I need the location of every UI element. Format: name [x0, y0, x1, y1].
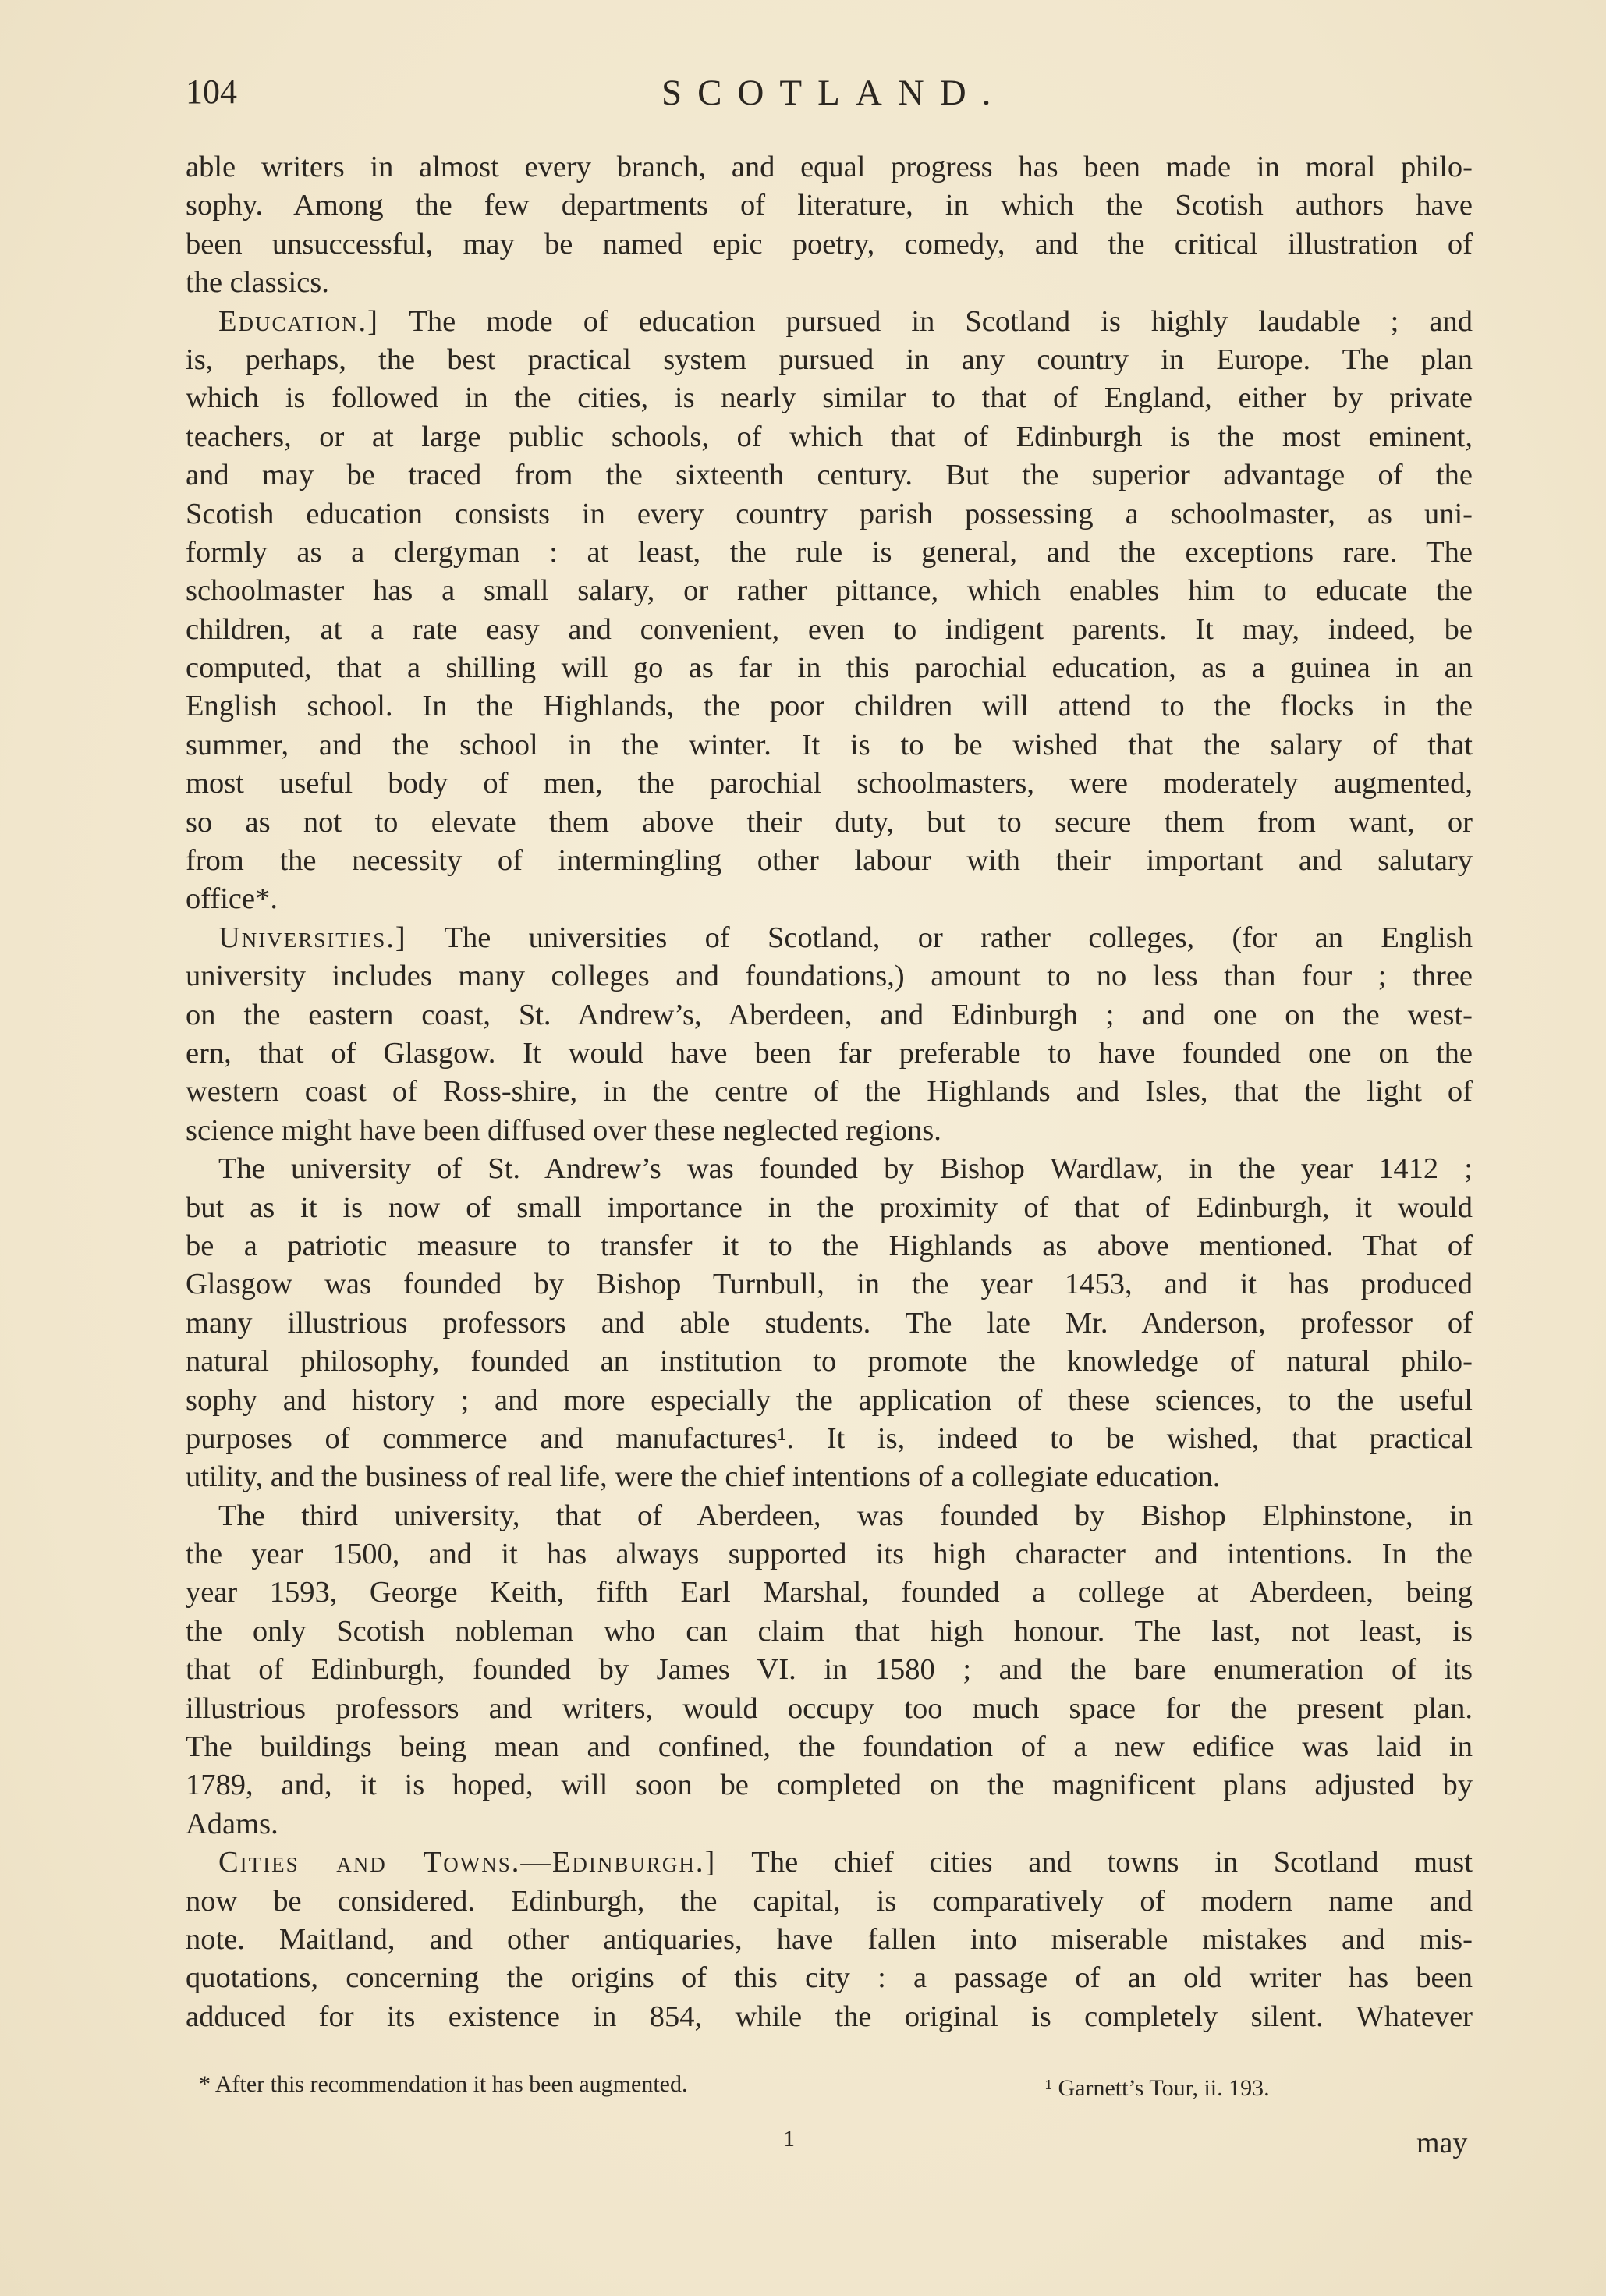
- text-span: note. Maitland, and other antiquaries, have fallen into miserable mistakes and mis-: [186, 1922, 1473, 1956]
- text-line: [186, 919, 1473, 957]
- text-line: [186, 1150, 1473, 1188]
- text-span: the only Scotish nobleman who can claim that high honour. The last, not least, is: [186, 1614, 1473, 1648]
- text-span: The university of St. Andrew’s was founded by Bishop Wardlaw, in the year 1412 ;: [218, 1152, 1473, 1186]
- text-span: Adams.: [186, 1807, 278, 1840]
- text-span: schoolmaster has a small salary, or rather pittance, which enables him to educate the: [186, 574, 1473, 608]
- text-span: adduced for its existence in 854, while the original is completely silent. Whatever: [186, 2000, 1473, 2033]
- text-span: The third university, that of Aberdeen, was founded by Bishop Elphinstone, in: [218, 1499, 1473, 1532]
- text-span: ern, that of Glasgow. It would have been far preferable to have founded one on the: [186, 1036, 1473, 1070]
- text-line: [186, 148, 1473, 186]
- text-span: be a patriotic measure to transfer it to the Highlands as above mentioned. That of: [186, 1229, 1473, 1262]
- text-span: but as it is now of small importance in the proximity of that of Edinburgh, it would: [186, 1191, 1473, 1224]
- text-span: able writers in almost every branch, and equal progress has been made in moral philo-: [186, 151, 1473, 183]
- body-text: [186, 148, 1473, 2036]
- text-line: [186, 1651, 1473, 1689]
- text-span: western coast of Ross-shire, in the centre of the Highlands and Isles, that the light of: [186, 1075, 1473, 1109]
- page-number: 104: [186, 73, 237, 111]
- text-span: summer, and the school in the winter. It is to be wished that the salary of that: [186, 728, 1473, 761]
- catchword: may: [1416, 2127, 1468, 2159]
- text-line: [186, 1883, 1473, 1921]
- text-span: Glasgow was founded by Bishop Turnbull, in the year 1453, and it has produced: [186, 1268, 1473, 1301]
- text-line: [186, 726, 1473, 765]
- page-title: SCOTLAND.: [661, 73, 1007, 113]
- text-span: the classics.: [186, 266, 329, 300]
- text-line: [186, 456, 1473, 495]
- text-line: [186, 1420, 1473, 1458]
- text-line: [186, 842, 1473, 880]
- text-span: and may be traced from the sixteenth century. But the superior advantage of the: [186, 459, 1473, 492]
- text-line: [186, 1998, 1473, 2036]
- text-line: [186, 186, 1473, 225]
- text-span: science might have been diffused over these neglected regions.: [186, 1113, 941, 1147]
- text-line: [186, 1921, 1473, 1959]
- running-head: [186, 72, 1489, 119]
- text-line: [186, 534, 1473, 572]
- text-line: [186, 1265, 1473, 1304]
- text-line: [186, 418, 1473, 456]
- text-span: The universities of Scotland, or rather colleges, (for an English: [406, 921, 1473, 954]
- text-span: many illustrious professors and able students. The late Mr. Anderson, professor of: [186, 1306, 1473, 1340]
- text-span: children, at a rate easy and convenient, even to indigent parents. It may, indeed, be: [186, 612, 1473, 646]
- text-line: [186, 379, 1473, 417]
- text-span: the year 1500, and it has always supported its high character and intentions. In the: [186, 1538, 1473, 1571]
- text-span: utility, and the business of real life, were the chief intentions of a collegiate education.: [186, 1460, 1221, 1494]
- text-span: on the eastern coast, St. Andrew’s, Aberdeen, and Edinburgh ; and one on the west-: [186, 998, 1473, 1031]
- text-line: [186, 1805, 1473, 1844]
- text-line: [186, 303, 1473, 341]
- text-span: 1789, and, it is hoped, will soon be completed on the magnificent plans adjusted by: [186, 1769, 1473, 1802]
- text-line: [186, 1844, 1473, 1882]
- text-span: illustrious professors and writers, would occupy too much space for the present plan.: [186, 1691, 1473, 1725]
- footnotes: [199, 2071, 1369, 2110]
- text-line: [186, 687, 1473, 726]
- text-line: [186, 1189, 1473, 1227]
- text-span: office*.: [186, 882, 278, 916]
- text-span: quotations, concerning the origins of this city : a passage of an old writer has been: [186, 1961, 1473, 1995]
- text-span: now be considered. Edinburgh, the capital, is comparatively of modern name and: [186, 1884, 1473, 1918]
- footnote-garnett: ¹ Garnett’s Tour, ii. 193.: [1045, 2075, 1270, 2101]
- text-line: [186, 1304, 1473, 1343]
- text-line: [186, 341, 1473, 379]
- text-span: is, perhaps, the best practical system pursued in any country in Europe. The plan: [186, 342, 1473, 376]
- text-line: [186, 1112, 1473, 1150]
- text-span: sophy and history ; and more especially the application of these sciences, to the useful: [186, 1383, 1473, 1417]
- text-span: purposes of commerce and manufactures¹. It is, indeed to be wished, that practical: [186, 1421, 1473, 1455]
- text-line: [186, 264, 1473, 302]
- text-span: most useful body of men, the parochial schoolmasters, were moderately augmented,: [186, 767, 1473, 800]
- text-line: [186, 996, 1473, 1034]
- text-line: [186, 1034, 1473, 1073]
- text-line: [186, 765, 1473, 803]
- text-span: The chief cities and towns in Scotland must: [716, 1846, 1473, 1879]
- text-span: The mode of education pursued in Scotland is highly laudable ; and: [378, 304, 1473, 338]
- section-label: Education.]: [218, 304, 379, 338]
- text-line: [186, 1574, 1473, 1612]
- text-line: [186, 1766, 1473, 1805]
- text-span: Scotish education consists in every country parish possessing a schoolmaster, as uni-: [186, 497, 1473, 531]
- text-line: [186, 495, 1473, 534]
- text-line: [186, 225, 1473, 264]
- text-line: [186, 649, 1473, 687]
- text-span: computed, that a shilling will go as far in this parochial education, as a guinea in an: [186, 651, 1473, 685]
- text-line: [186, 1073, 1473, 1111]
- text-line: [186, 1382, 1473, 1420]
- text-span: that of Edinburgh, founded by James VI. in 1580 ; and the bare enumeration of its: [186, 1653, 1473, 1687]
- text-line: [186, 1497, 1473, 1535]
- text-line: [186, 611, 1473, 649]
- text-line: [186, 1959, 1473, 1997]
- text-span: from the necessity of intermingling other labour with their important and salutary: [186, 844, 1473, 878]
- section-label: Universities.]: [218, 921, 407, 954]
- text-span: sophy. Among the few departments of literature, in which the Scotish authors have: [186, 189, 1473, 222]
- text-line: [186, 1728, 1473, 1766]
- text-line: [186, 957, 1473, 995]
- text-line: [186, 1613, 1473, 1651]
- section-label: Cities and Towns.—Edinburgh.]: [218, 1846, 717, 1879]
- text-line: [186, 1535, 1473, 1574]
- signature-mark: 1: [783, 2126, 795, 2152]
- text-span: teachers, or at large public schools, of which that of Edinburgh is the most eminent,: [186, 420, 1473, 453]
- text-line: [186, 1690, 1473, 1728]
- text-span: university includes many colleges and foundations,) amount to no less than four ; three: [186, 960, 1473, 993]
- footnote-augmented: * After this recommendation it has been augmented.: [199, 2071, 688, 2097]
- text-span: formly as a clergyman : at least, the rule is general, and the exceptions rare. The: [186, 535, 1473, 569]
- text-span: year 1593, George Keith, fifth Earl Marshal, founded a college at Aberdeen, being: [186, 1576, 1473, 1609]
- text-line: [186, 1227, 1473, 1265]
- text-span: so as not to elevate them above their duty, but to secure them from want, or: [186, 805, 1473, 839]
- text-line: [186, 1458, 1473, 1496]
- text-line: [186, 1343, 1473, 1381]
- text-line: [186, 572, 1473, 610]
- text-span: natural philosophy, founded an institution to promote the knowledge of natural philo-: [186, 1345, 1473, 1379]
- text-line: [186, 804, 1473, 842]
- text-span: The buildings being mean and confined, the foundation of a new edifice was laid in: [186, 1730, 1473, 1764]
- text-span: been unsuccessful, may be named epic poetry, comedy, and the critical illustration of: [186, 227, 1473, 261]
- text-span: which is followed in the cities, is nearly similar to that of England, either by private: [186, 381, 1473, 415]
- text-span: English school. In the Highlands, the poor children will attend to the flocks in the: [186, 690, 1473, 723]
- text-line: [186, 880, 1473, 918]
